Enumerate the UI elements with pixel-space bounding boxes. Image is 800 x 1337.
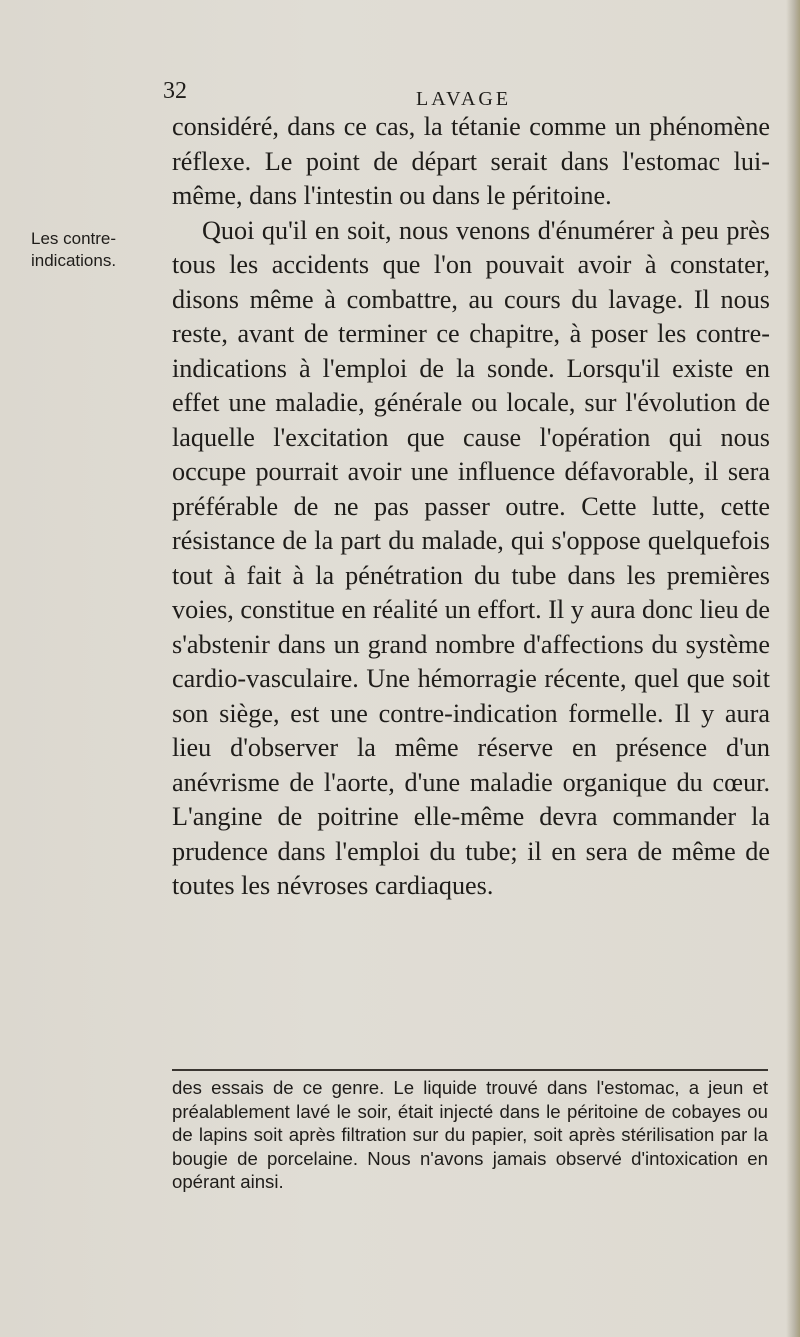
footnote-text: des essais de ce genre. Le liquide trouvé dans l'estomac, a jeun et préalablement lavé le soir, était injecté dans le péritoine de cobayes ou de lapins soit après filtration sur du papier, soit après stérilisation par la bougie de porcelaine. Nous n'avons jamais observé d'intoxication en opérant ainsi. bbox=[172, 1077, 768, 1193]
body-text bbox=[172, 110, 770, 904]
footnote-rule bbox=[172, 1069, 768, 1071]
paragraph: considéré, dans ce cas, la tétanie comme un phénomène réflexe. Le point de départ serait dans l'estomac lui-même, dans l'intestin ou dans le péritoine. bbox=[172, 112, 770, 210]
footnote bbox=[172, 1076, 768, 1194]
page-edge-shadow bbox=[786, 0, 800, 1337]
running-head: LAVAGE bbox=[416, 88, 512, 110]
page-number: 32 bbox=[163, 78, 187, 104]
margin-note: Les contre-indications. bbox=[31, 229, 117, 270]
paragraph: Quoi qu'il en soit, nous venons d'énumérer à peu près tous les accidents que l'on pouvait avoir à constater, disons même à combattre, au cours du lavage. Il nous reste, avant de terminer ce chapitre, à poser les contre-indications à l'emploi de la sonde. Lorsqu'il existe en effet une maladie, générale ou locale, sur l'évolution de laquelle l'excitation que cause l'opération qui nous occupe pourrait avoir une influence défavorable, il sera préférable de ne pas passer outre. Cette lutte, cette résistance de la part du malade, qui s'oppose quelquefois tout à fait à la pénétration du tube dans les premières voies, constitue en réalité un effort. Il y aura donc lieu de s'abstenir dans un grand nombre d'affections du système cardio-vasculaire. Une hémorragie récente, quel que soit son siège, est une contre-indication formelle. Il y aura lieu d'observer la même réserve en présence d'un anévrisme de l'aorte, d'une maladie organique du cœur. L'angine de poitrine elle-même devra commander la prudence dans l'emploi du tube; il en sera de même de toutes les névroses cardiaques. bbox=[172, 215, 770, 900]
